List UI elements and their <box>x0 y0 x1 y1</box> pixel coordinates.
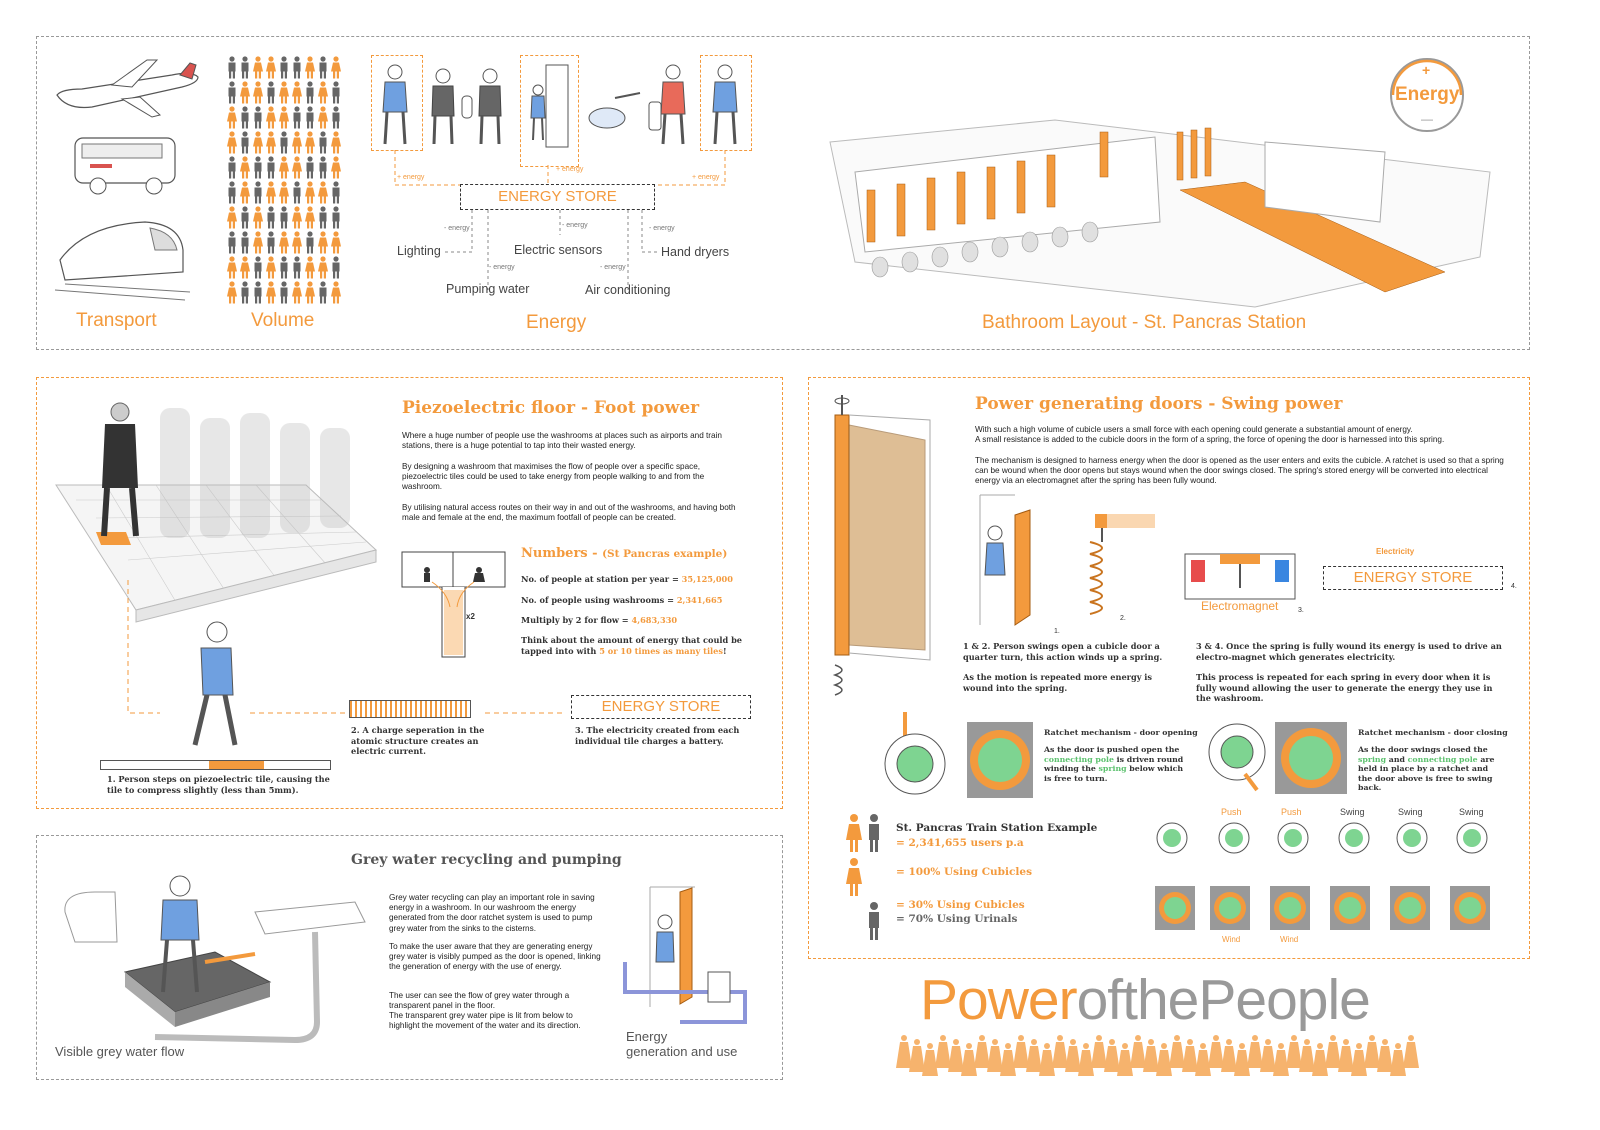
number-row-2-label: No. of people using washrooms = <box>521 595 677 605</box>
electromagnet-label: Electromagnet <box>1201 599 1279 613</box>
male-icon <box>304 231 316 255</box>
doors-energy-store <box>1323 566 1503 590</box>
pumping-water-label: Pumping water <box>446 282 530 296</box>
crowd-figure <box>1026 1039 1042 1072</box>
minus-energy-4: - energy <box>489 264 515 271</box>
crowd-figure <box>1182 1039 1198 1072</box>
female-icon <box>291 281 303 305</box>
crowd-figure <box>948 1039 964 1072</box>
doors-paragraph-1b: A small resistance is added to the cubicle doors in the form of a spring, the force of opening the door is harnessed into this spring. <box>975 435 1445 444</box>
piezo-paragraph-1: Where a huge number of people use the washrooms at places such as airports and train stations, there is a huge potential to tap into their wasted energy. <box>402 431 722 451</box>
male-icon <box>278 256 290 280</box>
seq-label-wind-1: Wind <box>1222 935 1241 944</box>
energy-gen-label-2: generation and use <box>626 1044 738 1059</box>
female-icon <box>291 131 303 155</box>
crowd-figure <box>1364 1035 1380 1068</box>
male-icon <box>278 206 290 230</box>
female-icon <box>304 206 316 230</box>
male-icon <box>239 131 251 155</box>
number-row-1-value: 35,125,000 <box>681 574 733 584</box>
female-icon <box>278 231 290 255</box>
male-icon <box>239 231 251 255</box>
male-icon <box>330 206 342 230</box>
piezo-energy-store <box>571 695 751 719</box>
male-icon <box>317 56 329 80</box>
male-icon <box>226 231 238 255</box>
male-icon <box>226 81 238 105</box>
bathroom-layout-drawing <box>825 112 1505 312</box>
male-icon <box>317 206 329 230</box>
female-icon <box>265 131 277 155</box>
doors-title: Power generating doors - Swing power <box>975 394 1343 414</box>
crowd-figure <box>974 1035 990 1068</box>
energy-badge-word: Energy <box>1395 84 1460 105</box>
female-icon <box>239 81 251 105</box>
male-icon <box>304 81 316 105</box>
minus-energy-1: - energy <box>444 225 470 232</box>
female-icon <box>304 131 316 155</box>
seq-label-push-1: Push <box>1221 807 1242 817</box>
energy-gen-label-1: Energy <box>626 1029 668 1044</box>
male-icon <box>291 106 303 130</box>
numbers-title-main: Numbers - <box>521 546 603 561</box>
crowd-figure <box>909 1039 925 1072</box>
plus-energy-mid: + energy <box>556 166 584 173</box>
crowd-figure <box>1169 1035 1185 1068</box>
grey-paragraph-3b: The transparent grey water pipe is lit from below to highlight the movement of the water and its direction. <box>389 1011 581 1031</box>
female-icon <box>330 156 342 180</box>
female-icon <box>291 231 303 255</box>
female-icon <box>291 81 303 105</box>
seq-label-wind-2: Wind <box>1280 935 1299 944</box>
male-icon <box>265 206 277 230</box>
crowd-figure <box>1208 1035 1224 1068</box>
female-icon <box>317 106 329 130</box>
crowd-figure <box>1260 1039 1276 1072</box>
female-icon <box>252 131 264 155</box>
female-icon <box>278 156 290 180</box>
stp-users: = 2,341,655 users p.a <box>896 837 1024 849</box>
female-icon <box>317 231 329 255</box>
seq-label-swing-1: Swing <box>1340 807 1365 817</box>
ratchet-close-title: Ratchet mechanism - door closing <box>1358 728 1508 737</box>
bus-icon <box>70 130 185 200</box>
door-step-num-3: 3. <box>1298 607 1304 614</box>
volume-label: Volume <box>251 310 315 331</box>
crowd-figure <box>1117 1043 1133 1076</box>
ratchet-open-diagram <box>875 712 1035 802</box>
ratchet-open-e: below which is free to turn. <box>1044 764 1184 783</box>
number-row-1-label: No. of people at station per year = <box>521 574 682 584</box>
seq-label-push-2: Push <box>1281 807 1302 817</box>
brand-logo <box>920 968 1370 1032</box>
male-icon <box>291 256 303 280</box>
male-icon <box>317 156 329 180</box>
male-icon <box>252 181 264 205</box>
brand-crowd-reflection <box>890 1030 1430 1085</box>
crowd-figure <box>987 1039 1003 1072</box>
female-icon <box>330 56 342 80</box>
doors-energy-store-label: ENERGY STORE <box>1353 569 1473 586</box>
female-icon <box>304 256 316 280</box>
ratchet-open-desc <box>1044 745 1189 783</box>
male-icon <box>252 256 264 280</box>
crowd-figure <box>1221 1039 1237 1072</box>
male-icon <box>330 106 342 130</box>
energy-label: Energy <box>526 312 587 333</box>
male-icon <box>317 281 329 305</box>
female-icon <box>252 56 264 80</box>
think-note-a: Think about the amount of energy that could be tapped into with <box>521 635 743 656</box>
crowd-figure <box>1065 1039 1081 1072</box>
crowd-blur <box>90 398 370 568</box>
male-icon <box>304 156 316 180</box>
think-note-b: 5 or 10 times as many tiles <box>599 645 723 656</box>
crowd-figure <box>1273 1043 1289 1076</box>
brand-people: People <box>1198 968 1370 1032</box>
female-icon <box>265 56 277 80</box>
male-icon <box>330 81 342 105</box>
male-icon <box>226 156 238 180</box>
air-conditioning-label: Air conditioning <box>585 283 671 297</box>
crowd-figure <box>1013 1035 1029 1068</box>
female-icon <box>278 81 290 105</box>
lighting-label: Lighting <box>397 244 441 258</box>
crowd-figure <box>1091 1035 1107 1068</box>
volume-people-grid <box>226 56 343 306</box>
energy-badge-plus: + <box>1422 62 1431 78</box>
male-icon <box>226 56 238 80</box>
crowd-figure <box>1234 1043 1250 1076</box>
crowd-figure <box>935 1035 951 1068</box>
female-icon <box>226 131 238 155</box>
minus-energy-3: - energy <box>649 225 675 232</box>
door-step-num-2: 2. <box>1120 615 1126 622</box>
numbers-title <box>521 546 727 561</box>
walking-person-icon <box>185 620 245 750</box>
flow-x2: x2 <box>466 612 475 621</box>
female-icon <box>291 156 303 180</box>
female-icon <box>317 181 329 205</box>
person-blue-right-icon <box>705 62 745 147</box>
male-icon <box>330 256 342 280</box>
stp-people-icons <box>842 812 892 942</box>
stp-cubicles-30: = 30% Using Cubicles <box>896 899 1025 911</box>
person-blue-icon <box>375 62 415 147</box>
ratchet-close-desc <box>1358 745 1503 793</box>
ratchet-sequence <box>1150 818 1500 938</box>
grey-title: Grey water recycling and pumping <box>351 852 622 868</box>
crowd-figure <box>1351 1043 1367 1076</box>
male-icon <box>330 181 342 205</box>
cubicle-door-icon <box>524 60 574 160</box>
male-icon <box>252 106 264 130</box>
female-icon <box>252 81 264 105</box>
energy-generation-drawing <box>620 882 750 1027</box>
airplane-icon <box>52 55 202 120</box>
ratchet-open-a: As the door is pushed open the <box>1044 745 1180 754</box>
energy-badge-minus: — <box>1421 112 1433 126</box>
female-icon <box>330 281 342 305</box>
female-icon <box>226 281 238 305</box>
female-icon <box>252 231 264 255</box>
piezo-energy-store-label: ENERGY STORE <box>601 698 721 715</box>
female-icon <box>239 156 251 180</box>
ratchet-open-d: spring <box>1098 764 1127 773</box>
plus-energy-left: + energy <box>397 174 425 181</box>
door-open-step-drawing <box>975 495 1050 635</box>
swing-door-drawing <box>825 395 935 715</box>
crowd-figure <box>1078 1043 1094 1076</box>
train-icon <box>55 210 190 305</box>
numbers-subtitle: (St Pancras example) <box>602 548 728 560</box>
female-icon <box>265 181 277 205</box>
crowd-figure <box>1390 1043 1406 1076</box>
atomic-structure-tile <box>349 700 471 718</box>
door-step-12b: As the motion is repeated more energy is wound into the spring. <box>963 672 1153 693</box>
female-icon <box>304 281 316 305</box>
crowd-figure <box>1039 1043 1055 1076</box>
crowd-figure <box>1143 1039 1159 1072</box>
plus-energy-right: + energy <box>692 174 720 181</box>
female-icon <box>265 106 277 130</box>
number-row-3-value: 4,683,330 <box>631 615 678 625</box>
piezo-step-3: 3. The electricity created from each individual tile charges a battery. <box>575 725 740 746</box>
crowd-figure <box>1325 1035 1341 1068</box>
female-icon <box>330 131 342 155</box>
male-icon <box>265 81 277 105</box>
female-icon <box>265 256 277 280</box>
male-icon <box>252 281 264 305</box>
piezo-title: Piezoelectric floor - Foot power <box>402 398 700 418</box>
urinal-users-icon <box>428 66 508 146</box>
ratchet-close-diagram <box>1205 712 1350 802</box>
stp-cubicles: = 100% Using Cubicles <box>896 866 1032 878</box>
male-icon <box>239 206 251 230</box>
crowd-figure <box>896 1035 912 1068</box>
crowd-figure <box>1286 1035 1302 1068</box>
door-step-34b: This process is repeated for each spring in every door when it is fully wound allowing the user to generate the energy they use in the washroom. <box>1196 672 1493 703</box>
female-icon <box>252 206 264 230</box>
visible-flow-label: Visible grey water flow <box>55 1044 185 1059</box>
minus-energy-2: - energy <box>562 222 588 229</box>
ratchet-close-a: As the door swings closed the <box>1358 745 1488 754</box>
male-icon <box>291 56 303 80</box>
piezo-paragraph-3: By utilising natural access routes on their way in and out of the washrooms, and having both male and female at the end, the maximum footfall of people can be created. <box>402 503 736 523</box>
male-icon <box>278 281 290 305</box>
female-icon <box>304 56 316 80</box>
female-icon <box>226 256 238 280</box>
crowd-figure <box>1377 1039 1393 1072</box>
crowd-figure <box>1338 1039 1354 1072</box>
hand-dryer-user-icon <box>645 62 695 147</box>
think-note-c: ! <box>723 645 727 656</box>
female-icon <box>304 181 316 205</box>
male-icon <box>304 106 316 130</box>
female-icon <box>226 206 238 230</box>
door-step-34: 3 & 4. Once the spring is fully wound its energy is used to drive an electro-magnet which generates electricity. <box>1196 641 1502 662</box>
number-row-3-label: Multiply by 2 for flow = <box>521 615 632 625</box>
ratchet-open-b: connecting pole <box>1044 754 1114 764</box>
ratchet-open-title: Ratchet mechanism - door opening <box>1044 728 1198 737</box>
crowd-figure <box>1104 1039 1120 1072</box>
number-row-2-value: 2,341,665 <box>676 595 723 605</box>
female-icon <box>317 81 329 105</box>
male-icon <box>265 156 277 180</box>
male-icon <box>239 56 251 80</box>
crowd-figure <box>1052 1035 1068 1068</box>
male-icon <box>252 156 264 180</box>
crowd-figure <box>1403 1035 1419 1068</box>
piezo-step-1: 1. Person steps on piezoelectric tile, causing the tile to compress slightly (less than 5mm). <box>107 774 330 795</box>
female-icon <box>291 206 303 230</box>
door-step-12: 1 & 2. Person swings open a cubicle door a quarter turn, this action winds up a spring. <box>963 641 1163 662</box>
piezo-connectors <box>100 580 570 730</box>
male-icon <box>278 56 290 80</box>
crowd-figure <box>1312 1043 1328 1076</box>
transport-label: Transport <box>76 310 157 331</box>
seq-label-swing-3: Swing <box>1459 807 1484 817</box>
doors-paragraph-1: With such a high volume of cubicle users a small force with each opening could generate a substantial amount of energy. <box>975 425 1413 434</box>
female-icon <box>239 256 251 280</box>
hand-dryers-label: Hand dryers <box>661 245 730 259</box>
ratchet-close-c: and <box>1386 754 1408 764</box>
stp-title: St. Pancras Train Station Example <box>896 822 1098 834</box>
crowd-figure <box>1130 1035 1146 1068</box>
male-icon <box>265 231 277 255</box>
crowd-figure <box>1299 1039 1315 1072</box>
crowd-figure <box>1000 1043 1016 1076</box>
brand-ofthe: ofthe <box>1076 968 1199 1032</box>
female-icon <box>278 181 290 205</box>
crowd-figure <box>961 1043 977 1076</box>
tile-strip <box>100 760 331 770</box>
ratchet-close-b: spring <box>1358 754 1387 764</box>
female-icon <box>239 181 251 205</box>
crowd-figure <box>1247 1035 1263 1068</box>
grey-paragraph-2: To make the user aware that they are generating energy grey water is visibly pumped as the door is opened, linking the generation of energy with the use of energy. <box>389 942 601 972</box>
piezo-step-2: 2. A charge seperation in the atomic structure creates an electric current. <box>351 725 485 756</box>
electric-sensors-label: Electric sensors <box>514 243 603 257</box>
crowd-figure <box>922 1043 938 1076</box>
ratchet-open-c: is driven round winding the <box>1044 754 1184 773</box>
top-energy-store-label: ENERGY STORE <box>498 188 617 205</box>
male-icon <box>278 131 290 155</box>
seq-label-swing-2: Swing <box>1398 807 1423 817</box>
female-icon <box>265 281 277 305</box>
female-icon <box>278 106 290 130</box>
active-tile <box>209 761 264 769</box>
minus-energy-5: - energy <box>600 264 626 271</box>
male-icon <box>239 281 251 305</box>
ratchet-close-e: are held in place by a ratchet and the door above is free to swing back. <box>1358 754 1495 792</box>
door-step-num-1: 1. <box>1054 628 1060 635</box>
brand-power: Power <box>920 968 1077 1032</box>
female-icon <box>317 256 329 280</box>
grey-paragraph-1: Grey water recycling can play an important role in saving energy in a washroom. In our washroom the energy generated from the door ratchet system is used to pump grey water from the sinks to the cisterns. <box>389 893 595 933</box>
spring-coil-drawing <box>1080 512 1150 622</box>
crowd-figure <box>1156 1043 1172 1076</box>
male-icon <box>226 181 238 205</box>
grey-water-drawing <box>55 862 375 1047</box>
crowd-figure <box>1195 1043 1211 1076</box>
male-icon <box>239 106 251 130</box>
female-icon <box>330 231 342 255</box>
doors-paragraph-2: The mechanism is designed to harness energy when the door is opened as the user enters and exits the cubicle. A ratchet is used so that a spring can be wound when the door opens but stays wound when the door swings closed. The spring's stored energy will be converted into electrical energy via an electromagnet after the spring has been fully wound. <box>975 456 1504 486</box>
door-step-num-4: 4. <box>1511 583 1517 590</box>
ratchet-close-d: connecting pole <box>1407 754 1478 764</box>
sink-icon <box>585 88 645 138</box>
male-icon <box>317 131 329 155</box>
top-energy-store <box>460 184 655 210</box>
male-icon <box>291 181 303 205</box>
stp-urinals: = 70% Using Urinals <box>896 913 1018 925</box>
piezo-paragraph-2: By designing a washroom that maximises the flow of people over a specific space, piezoelectric tiles could be used to take energy from people walking to and from the washroom. <box>402 462 705 492</box>
female-icon <box>226 106 238 130</box>
bathroom-layout-label: Bathroom Layout - St. Pancras Station <box>982 312 1307 333</box>
grey-paragraph-3: The user can see the flow of grey water through a transparent panel in the floor. <box>389 991 570 1011</box>
electricity-label: Electricity <box>1376 547 1415 556</box>
